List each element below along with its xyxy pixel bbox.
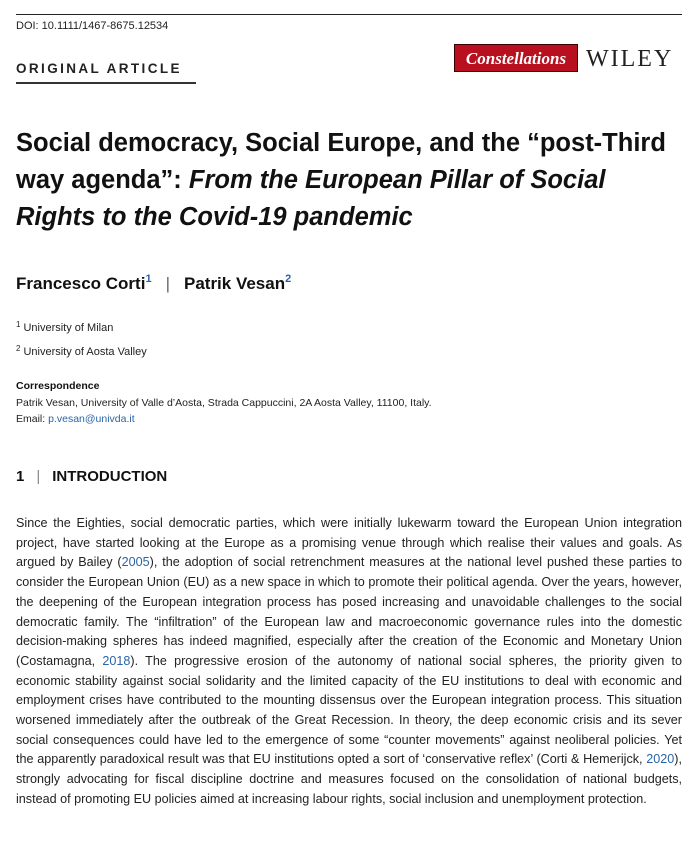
doi: DOI: 10.1111/1467-8675.12534 [16, 20, 169, 32]
affiliation-text: University of Milan [23, 322, 114, 334]
correspondence-label: Correspondence [16, 380, 100, 392]
email-label: Email: [16, 413, 49, 425]
paragraph-text: ), strongly advocating for fiscal discipline doctrine and measures focused on the consolidation of national budgets, instead of promoting EU policies aimed at increasing labour rights, social inclusion and unemployment protection. [16, 752, 682, 806]
email-link[interactable]: p.vesan@univda.it [48, 413, 135, 425]
publisher-logo[interactable]: WILEY [586, 46, 674, 72]
title-main: Social democracy, Social Europe, and the “post-Third way agenda”: [16, 129, 666, 194]
affiliation-text: University of Aosta Valley [23, 346, 147, 358]
article-type: ORIGINAL ARTICLE [16, 61, 182, 76]
citation-link[interactable]: 2020 [646, 752, 675, 767]
body-paragraph [16, 514, 682, 810]
paragraph-text: ). The progressive erosion of the autonomy of national social spheres, the priority given to economic stability against social solidarity and the limited capacity of the EU institutions to deal with economic and employment crises have contributed to the mounting dissensus over the European integration process. This situation worsened immediately after the outbreak of the Great Recession. In theory, the deep economic crisis and its sever social consequences could have led to the emergence of some “counter movements” against neoliberal policies. Yet the apparently paradoxical result was that EU institutions opted a sort of ‘conservative reflex’ (Corti & Hemerijck, [16, 653, 682, 767]
correspondence-email-line [16, 413, 135, 425]
author-name[interactable]: Francesco Corti [16, 274, 146, 293]
title-subtitle: From the European Pillar of Social Rights to the Covid-19 pandemic [16, 166, 606, 231]
affiliation-number: 1 [16, 320, 21, 329]
author-affiliation-ref[interactable]: 1 [145, 273, 152, 285]
author-separator: | [165, 274, 170, 293]
affiliation [16, 344, 147, 358]
article-type-underline [16, 82, 196, 84]
article-title [16, 125, 686, 236]
correspondence-address: Patrik Vesan, University of Valle d’Aosta, Strada Cappuccini, 2A Aosta Valley, 11100, Italy. [16, 397, 432, 409]
journal-logo[interactable]: Constellations [454, 44, 578, 72]
top-rule [16, 14, 682, 15]
section-heading [16, 468, 167, 485]
section-number: 1 [16, 468, 25, 485]
author-list [16, 273, 291, 294]
section-separator: | [36, 468, 41, 485]
citation-link[interactable]: 2018 [102, 653, 131, 668]
author-name[interactable]: Patrik Vesan [183, 274, 286, 293]
affiliation [16, 320, 113, 334]
author-affiliation-ref[interactable]: 2 [285, 273, 292, 285]
citation-link[interactable]: 2005 [121, 555, 150, 570]
affiliation-number: 2 [16, 344, 21, 353]
paragraph-text: ), the adoption of social retrenchment measures at the national level pushed these parties to consider the European Union (EU) as a new space in which to promote their political agenda. Over the years, however, the deepening of the European integration process has posed increasing and unavoidable challenges to the social democratic family. The “infiltration” of the European law and macroeconomic governance rules into the domestic decision-making spheres has indeed magnified, especially after the creation of the Economic and Monetary Union (Costamagna, [16, 555, 682, 668]
section-title: INTRODUCTION [52, 468, 168, 485]
paragraph-text: Since the Eighties, social democratic parties, which were initially lukewarm toward the European Union integration project, have started looking at the Europe as a promising venue through which realise their values and goals. As argued by Bailey ( [16, 516, 682, 570]
